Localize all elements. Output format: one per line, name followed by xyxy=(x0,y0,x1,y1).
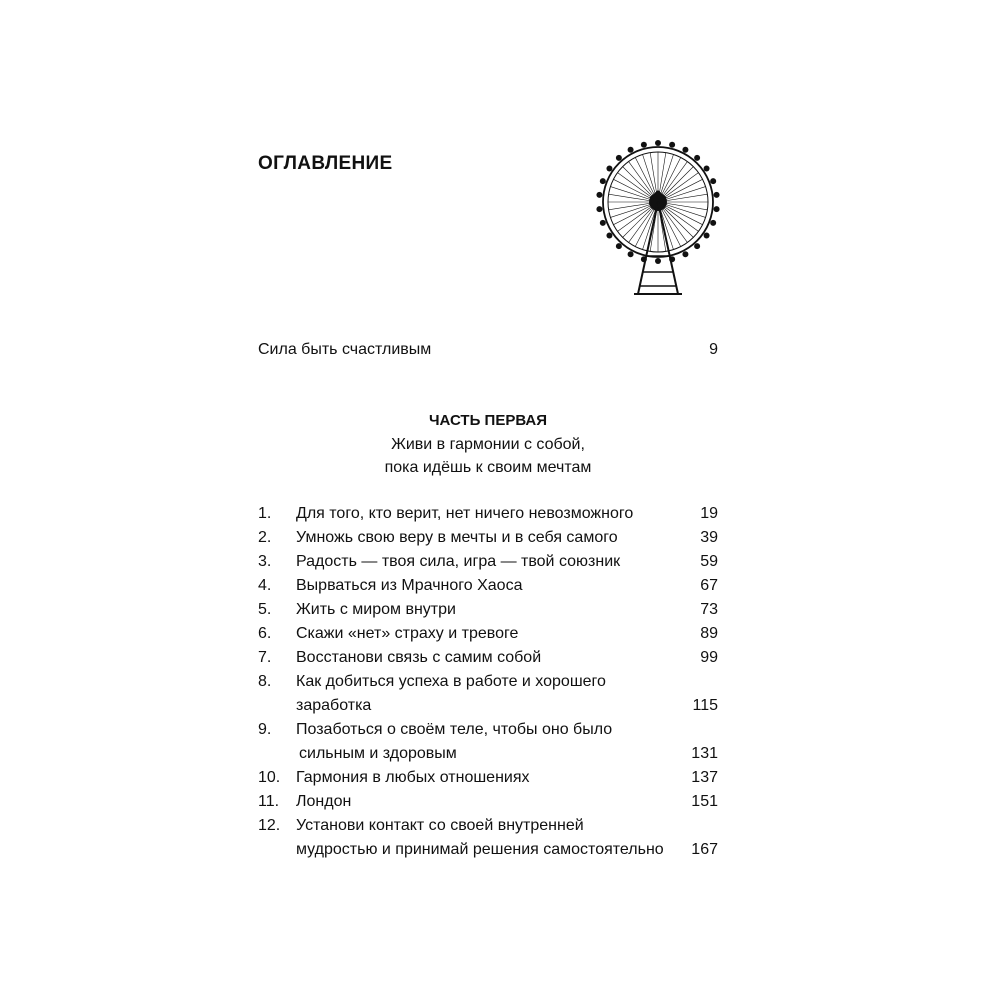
toc-entry-6[interactable] xyxy=(258,623,718,647)
toc-entry-number: 9. xyxy=(258,721,272,738)
toc-entry-title-line1: Позаботься о своём теле, чтобы оно было xyxy=(296,721,613,738)
toc-entry-9[interactable] xyxy=(258,719,718,743)
toc-entry-page: 131 xyxy=(691,745,718,762)
toc-entry-page: 99 xyxy=(700,649,718,666)
toc-intro-entry[interactable] xyxy=(258,341,718,365)
toc-entry-title-line1: Установи контакт со своей внутренней xyxy=(296,817,584,834)
toc-entry-12[interactable] xyxy=(258,815,718,839)
toc-entry-number: 10. xyxy=(258,769,281,786)
toc-entry-5[interactable] xyxy=(258,599,718,623)
toc-entry-title: Восстанови связь с самим собой xyxy=(296,649,542,666)
toc-entry-4[interactable] xyxy=(258,575,718,599)
toc-entry-number: 4. xyxy=(258,577,272,594)
toc-entry-number: 8. xyxy=(258,673,272,690)
ferris-wheel-illustration xyxy=(588,130,728,300)
toc-entry-title: Радость — твоя сила, игра — твой союзник xyxy=(296,553,621,570)
part-subtitle-line2: пока идёшь к своим мечтам xyxy=(384,459,592,476)
toc-entry-title: Для того, кто верит, нет ничего невозможного xyxy=(296,505,634,522)
toc-entry-11[interactable] xyxy=(258,791,718,815)
toc-entry-9-continued[interactable] xyxy=(258,743,718,767)
toc-entry-number: 7. xyxy=(258,649,272,666)
toc-entry-2[interactable] xyxy=(258,527,718,551)
toc-entry-title: Гармония в любых отношениях xyxy=(296,769,530,786)
toc-entry-12-continued[interactable] xyxy=(258,839,718,863)
toc-entry-page: 67 xyxy=(700,577,718,594)
toc-entry-number: 2. xyxy=(258,529,272,546)
toc-entry-number: 3. xyxy=(258,553,272,570)
toc-entry-title-line2: сильным и здоровым xyxy=(299,745,457,762)
toc-entry-title: Вырваться из Мрачного Хаоса xyxy=(296,577,523,594)
part-subtitle-line1: Живи в гармонии с собой, xyxy=(391,436,585,453)
toc-entry-page: 59 xyxy=(700,553,718,570)
toc-entry-number: 6. xyxy=(258,625,272,642)
toc-entry-1[interactable] xyxy=(258,503,718,527)
toc-entry-number: 1. xyxy=(258,505,272,522)
toc-intro-page: 9 xyxy=(709,341,718,358)
toc-entry-8-continued[interactable] xyxy=(258,695,718,719)
toc-entry-3[interactable] xyxy=(258,551,718,575)
toc-entry-8[interactable] xyxy=(258,671,718,695)
toc-entry-page: 73 xyxy=(700,601,718,618)
toc-entry-page: 19 xyxy=(700,505,718,522)
toc-intro-title: Сила быть счастливым xyxy=(258,341,432,358)
toc-entry-page: 89 xyxy=(700,625,718,642)
toc-entry-number: 12. xyxy=(258,817,281,834)
page-title: ОГЛАВЛЕНИЕ xyxy=(258,153,393,174)
toc-entry-title: Лондон xyxy=(296,793,352,810)
toc-entry-page: 151 xyxy=(691,793,718,810)
toc-entry-10[interactable] xyxy=(258,767,718,791)
part-title: ЧАСТЬ ПЕРВАЯ xyxy=(428,412,548,429)
toc-entry-title-line1: Как добиться успеха в работе и хорошего xyxy=(296,673,606,690)
toc-entry-title: Жить с миром внутри xyxy=(296,601,456,618)
toc-entry-page: 115 xyxy=(692,697,718,714)
toc-entry-7[interactable] xyxy=(258,647,718,671)
toc-entry-title-line2: мудростью и принимай решения самостоятельно xyxy=(296,841,664,858)
toc-entry-title: Умножь свою веру в мечты и в себя самого xyxy=(296,529,618,546)
toc-entry-title-line2: заработка xyxy=(296,697,372,714)
toc-entry-title: Скажи «нет» страху и тревоге xyxy=(296,625,519,642)
toc-entry-number: 11. xyxy=(258,793,280,810)
toc-entry-page: 39 xyxy=(700,529,718,546)
toc-entry-number: 5. xyxy=(258,601,272,618)
toc-entry-page: 137 xyxy=(691,769,718,786)
toc-list xyxy=(258,503,718,863)
toc-entry-page: 167 xyxy=(691,841,718,858)
